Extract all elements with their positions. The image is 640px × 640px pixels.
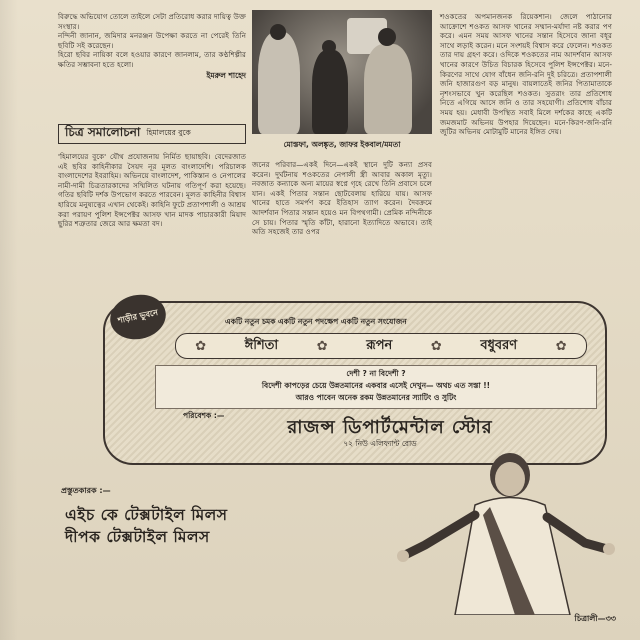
saree-name: ঈশিতা [244,337,279,353]
photo-caption: মোস্তফা, অলঙ্কৃত, জাফর ইকবাল/মমতা [283,140,401,149]
review-title: চিত্র সমালোচনা [65,125,141,139]
left-column [58,12,246,80]
ad-tagline: একটি নতুন চমক একটি নতুন পদক্ষেপ একটি নতুন সংযোজন [225,317,407,326]
store-address: ৭২ নিউ এলিফ্যান্ট রোড [343,439,417,448]
byline: ইমরুল শাহেদ [206,70,246,80]
review-header [58,124,246,144]
saree-advertisement [55,295,625,620]
middle-text: জনের পরিবার—একই দিনে—একই স্থানে দুটি কন্যা প্রসব করেন। দুর্ঘটনায় শওকতের নেপালী স্ত্রী আবার অকাল মৃত্যু। নবজাত কন্যাকে অন্য মায়ের স্বপ্নে গৃহে রেখে তিনি প্রবাসে চলে যান। একই পিতার সন্তান ছোটবেলায় হারিয়ে যায়। আসফ খানের হাতে সমর্পণ করে ইতিহাস ত্যাগ করেন। দৈবক্রমে আদর্শবান পিতার সন্তান হয়েও মন বিপথগামী। প্রেমিক নন্দিনীকে সে চায়। পিতার স্মৃতি কাঁটা, হারানো ইত্যাদিতে অভাবে। তাই অতি সহজেই তার ওপর [252,160,432,237]
middle-column [252,160,432,237]
ad-presented-by: পরিবেশক :— [183,411,225,420]
maker-label: প্রস্তুতকারক :— [61,486,111,495]
right-column [440,12,612,137]
ad-badge: শাড়ীর ভুবনে [106,290,170,345]
ad-offer: আরও পাবেন অনেক রকম উন্নতমানের স্যাটিং ও সুটিং [295,393,457,402]
page-number: চিত্রালী—৩৩ [574,614,616,623]
flower-icon: ✿ [555,338,567,354]
left-paragraph: নন্দিনী জানান, জমিদার মনরঞ্জন উপেক্ষা করতে না পেরেই তিনি ছবিটি সই করেছেন। [58,31,246,50]
ad-info-box [155,365,597,409]
saree-names [175,333,587,359]
model-illustration [385,445,615,615]
store-name: রাজন্স ডিপার্টমেন্টাল স্টোর [287,417,493,438]
mill-name: এইচ কে টেক্সটাইল মিলস [65,506,228,524]
flower-icon: ✿ [195,338,207,354]
flower-icon: ✿ [316,338,328,354]
left-paragraph: বিরুদ্ধে অভিযোগ তোলে তাইলে সেটা প্রতিরোধ করার দায়িত্ব উক্ত সংস্থার। [58,12,246,31]
film-still-photo [252,10,432,134]
mill-name: দীপক টেক্সটাইল মিলস [65,528,210,546]
ad-claim: বিদেশী কাপড়ের চেয়ে উন্নতমানের একবার এসেই দেখুন— অথচ এত সস্তা !! [261,381,491,390]
ad-question: দেশী ? না বিদেশী ? [346,369,406,378]
right-text: শওকতের অপমানজনক রিয়েকশান। জেলে পাঠানোর আক্রোশে শওকত আসফ খানের সম্মান-মর্যাদা নষ্ট করার পণ করে। এমন সময় আসফ খানের সন্তান হিসেবে জানা বধূর সাথে লড়াই করেন। মনে সংশয়ই বিশ্বাস করে ফেলেন। শওকত তার দায় গ্রহণ করে। ওদিকে শওকতের নাম আদর্শবান আসফ খানের কারণে উচিত বিচারক হিসেবে পুলিশ ইন্সপেক্টর। মনে-কিরণের সাথে যোগ বাঁধেন জনি-রনি দুই চরিত্রে। প্রতাপশালী জনি হাজারগুণ বড় মানুষ। বায়লাতেই জনির পিতামাতাকে নৃশংসভাবে খুন করেছিল শওকত। সুতরাং তার প্রতিশোধ নিতে এগিয়ে আসে জনি ও তার সহযোগী। প্রতিশোধ বাঁচার সময় হয়। মেধাবী উপস্থিত সবাই মিলে দর্শকের কাছে একটি জমজমাট অভিনয় উপহার দিয়েছেন। মনে-কিরণ-জনি-রনি জুটির অভিনয় মোটামুটি মানের ইঙ্গিত দেয়। [440,12,612,137]
flower-icon: ✿ [430,338,442,354]
saree-name: রূপন [366,337,393,353]
review-text: 'হিমালয়ের বুকে' যৌথ প্রযোজনায় নির্মিত ছায়াছবি। বেদেরজাত এই ছবির কাহিনীকার সৈয়দ নূর মূলত বাংলাদেশি। পরিচালক বাংলাদেশের ইবরাহিম। অভিনয়ে বাংলাদেশ, পাকিস্তান ও নেপালের নামী-দামী চিত্রতারকাদের সম্মিলিত ঘটনায় গতিপূর্ণ করা হয়েছে। গতির ছবিটি দর্শক উপভোগ করতে পারবেন। মূলত কাহিনীর বিশ্বাস হারিয়ে মনুষ্যত্বের এখান থেকেই। কাহিনি ফুটে প্রতাপশালী ও আশ্রয় করা পরায়ণ পুলিশ ইন্সপেক্টর আসফ খান মাদক পাচারকারী মিয়াদ ছুরির শত্রুতার জেরে আর ক্ষমতা বদ। [58,152,246,229]
review-column [58,152,246,229]
left-paragraph: হিরো ছবির নায়িকা বলে হওয়ার কারণে জানলাম, তার কণ্ঠশিল্পীর ক্ষতির সম্ভাবনা হতে হলো। [58,50,246,69]
saree-name: বধুবরণ [480,337,518,353]
review-film-name: হিমালয়ের বুকে [146,128,191,137]
